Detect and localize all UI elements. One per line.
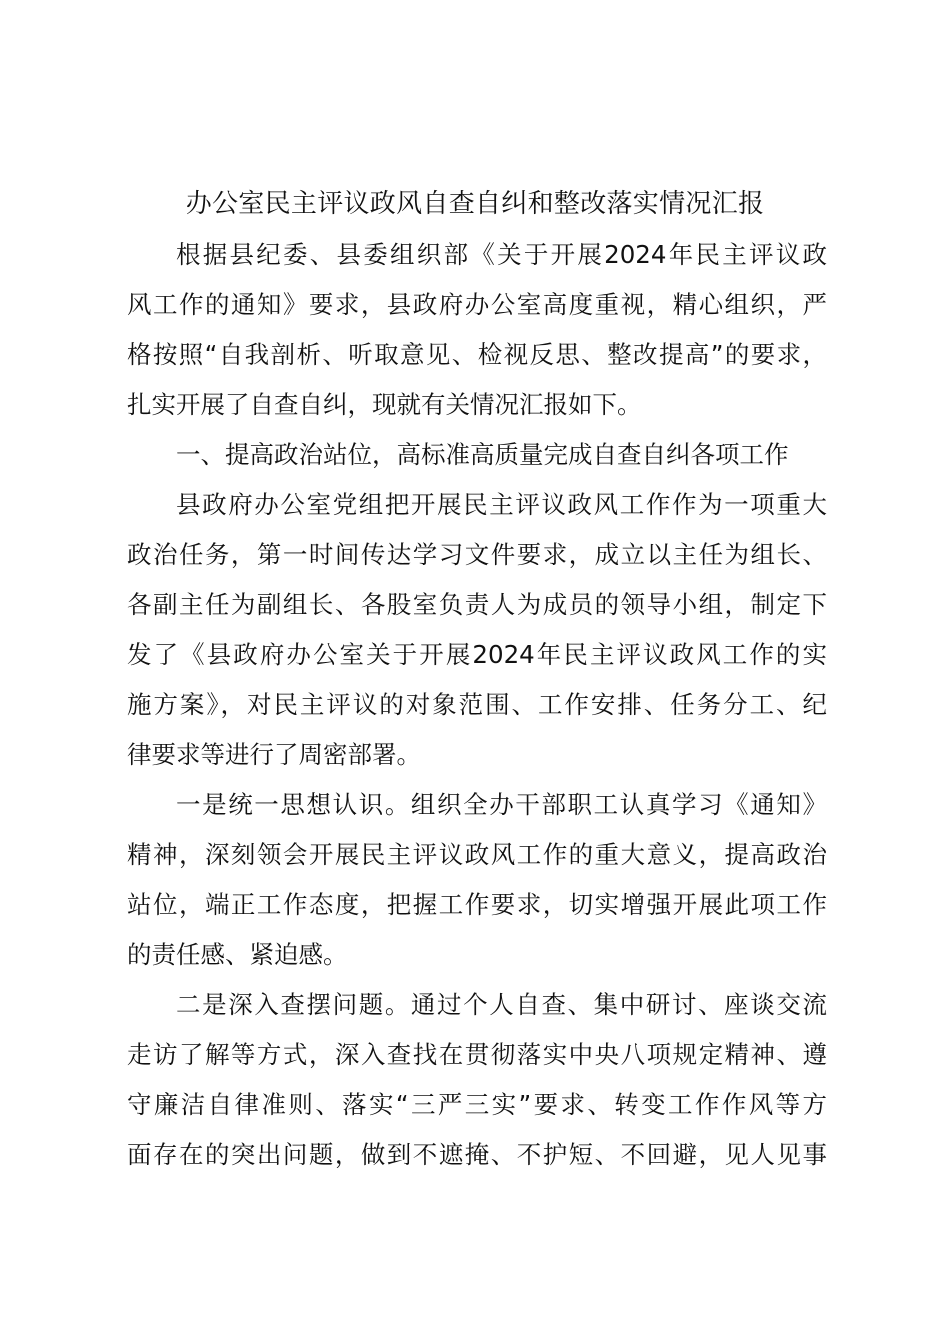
- paragraph-line: 根据县纪委、县委组织部《关于开展2024年民主评议政: [176, 240, 827, 269]
- paragraph-line: 二是深入查摆问题。通过个人自查、集中研讨、座谈交流: [176, 990, 827, 1019]
- paragraph-line: 站位，端正工作态度，把握工作要求，切实增强开展此项工作: [127, 890, 827, 919]
- paragraph-line: 走访了解等方式，深入查找在贯彻落实中央八项规定精神、遵: [127, 1040, 827, 1069]
- paragraph-line: 各副主任为副组长、各股室负责人为成员的领导小组，制定下: [127, 590, 827, 619]
- paragraph-line: 精神，深刻领会开展民主评议政风工作的重大意义，提高政治: [127, 840, 827, 869]
- paragraph-line: 面存在的突出问题，做到不遮掩、不护短、不回避，见人见事: [127, 1140, 827, 1169]
- paragraph-line: 的责任感、紧迫感。: [127, 940, 348, 969]
- section-heading: 一、提高政治站位，高标准高质量完成自查自纠各项工作: [176, 440, 789, 469]
- paragraph-line: 扎实开展了自查自纠，现就有关情况汇报如下。: [127, 390, 642, 419]
- document-title: 办公室民主评议政风自查自纠和整改落实情况汇报: [185, 189, 765, 219]
- paragraph-line: 施方案》，对民主评议的对象范围、工作安排、任务分工、纪: [127, 690, 827, 719]
- paragraph-line: 格按照“自我剖析、听取意见、检视反思、整改提高”的要求，: [127, 340, 827, 369]
- paragraph-line: 发了《县政府办公室关于开展2024年民主评议政风工作的实: [127, 640, 827, 669]
- paragraph-line: 风工作的通知》要求，县政府办公室高度重视，精心组织，严: [127, 290, 827, 319]
- paragraph-line: 守廉洁自律准则、落实“三严三实”要求、转变工作作风等方: [127, 1090, 827, 1119]
- paragraph-line: 一是统一思想认识。组织全办干部职工认真学习《通知》: [176, 790, 827, 819]
- paragraph-line: 县政府办公室党组把开展民主评议政风工作作为一项重大: [176, 490, 827, 519]
- paragraph-line: 政治任务，第一时间传达学习文件要求，成立以主任为组长、: [127, 540, 827, 569]
- paragraph-line: 律要求等进行了周密部署。: [127, 740, 421, 769]
